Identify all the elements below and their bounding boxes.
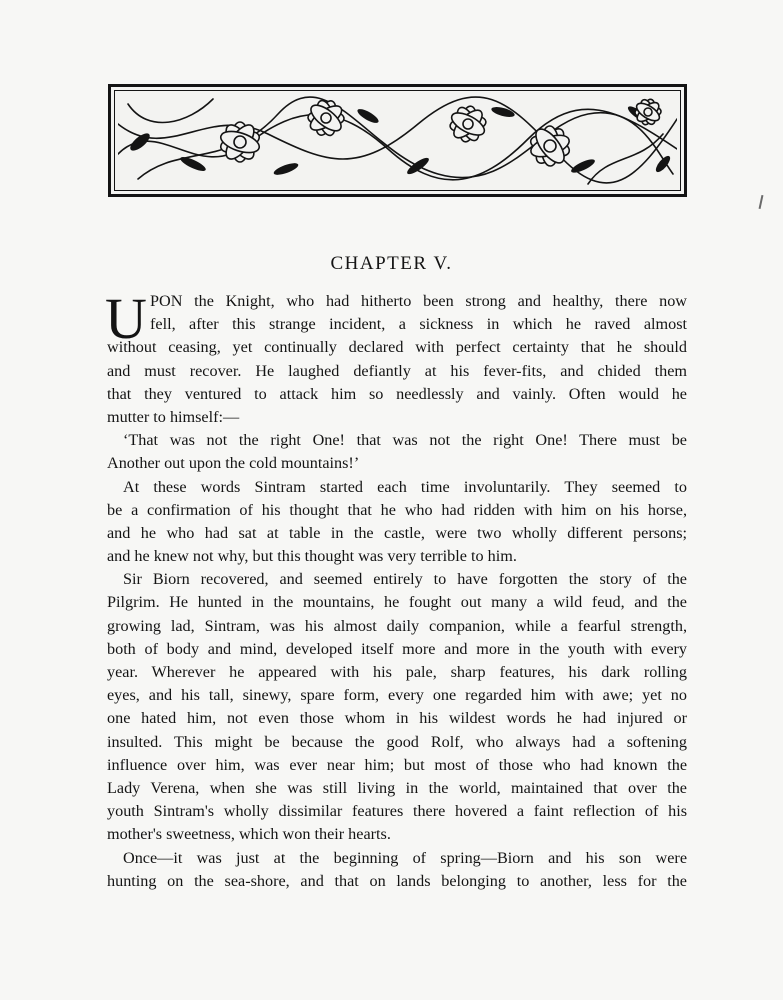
text-line: year. Wherever he appeared with his pale, sharp features, his dark rolling bbox=[107, 663, 687, 681]
text-line: youth Sintram's wholly dissimilar features there hovered a faint reflection of his bbox=[107, 802, 687, 821]
text-line: Another out upon the cold mountains!’ bbox=[107, 454, 360, 473]
text-line: eyes, and his tall, sinewy, spare form, every one regarded him with awe; yet no bbox=[107, 686, 687, 705]
text-line: influence over him, was ever near him; but most of those who had known the bbox=[107, 755, 687, 774]
text-line: fell, after this strange incident, a sickness in which he raved almost bbox=[150, 315, 687, 334]
text-line: mutter to himself:— bbox=[107, 407, 240, 426]
floral-vine-illustration bbox=[118, 94, 677, 187]
text-line: Pilgrim. He hunted in the mountains, he fought out many a wild feud, and the bbox=[107, 593, 687, 612]
drop-cap: U bbox=[105, 286, 147, 351]
text-line: Lady Verena, when she was still living in the world, maintained that over the bbox=[107, 778, 687, 797]
text-line: and he who had sat at table in the castle, were two wholly different persons; bbox=[107, 523, 687, 542]
text-line: PON the Knight, who had hitherto been strong and healthy, there now bbox=[150, 292, 687, 310]
text-line: without ceasing, yet continually declared with perfect certainty that he should bbox=[107, 338, 687, 357]
text-line: Sir Biorn recovered, and seemed entirely to have forgotten the story of the bbox=[123, 570, 687, 589]
text-line: growing lad, Sintram, was his almost daily companion, while a fearful strength, bbox=[107, 616, 687, 635]
text-line: both of body and mind, developed itself more and more in the youth with every bbox=[107, 639, 687, 658]
text-line: mother's sweetness, which won their hearts. bbox=[107, 825, 391, 844]
text-line: and he knew not why, but this thought was very terrible to him. bbox=[107, 547, 517, 566]
text-line: be a confirmation of his thought that he who had ridden with him on his horse, bbox=[107, 500, 687, 519]
text-line: ‘That was not the right One! that was not the right One! There must be bbox=[123, 431, 687, 450]
text-line: At these words Sintram started each time involuntarily. They seemed to bbox=[123, 477, 687, 496]
margin-mark bbox=[759, 195, 764, 209]
text-line: Once—it was just at the beginning of spring—Biorn and his son were bbox=[123, 848, 687, 867]
text-line: insulted. This might be because the good Rolf, who always had a softening bbox=[107, 732, 687, 751]
text-line: one hated him, not even those whom in his wildest words he had injured or bbox=[107, 709, 687, 728]
text-line: that they ventured to attack him so needlessly and vainly. Often would he bbox=[107, 384, 687, 403]
floral-header-ornament bbox=[108, 84, 687, 197]
text-line: and must recover. He laughed defiantly at his fever-fits, and chided them bbox=[107, 361, 687, 380]
chapter-heading: CHAPTER V. bbox=[330, 253, 453, 274]
chapter-body bbox=[105, 286, 687, 893]
text-line: hunting on the sea-shore, and that on lands belonging to another, less for the bbox=[107, 871, 687, 890]
